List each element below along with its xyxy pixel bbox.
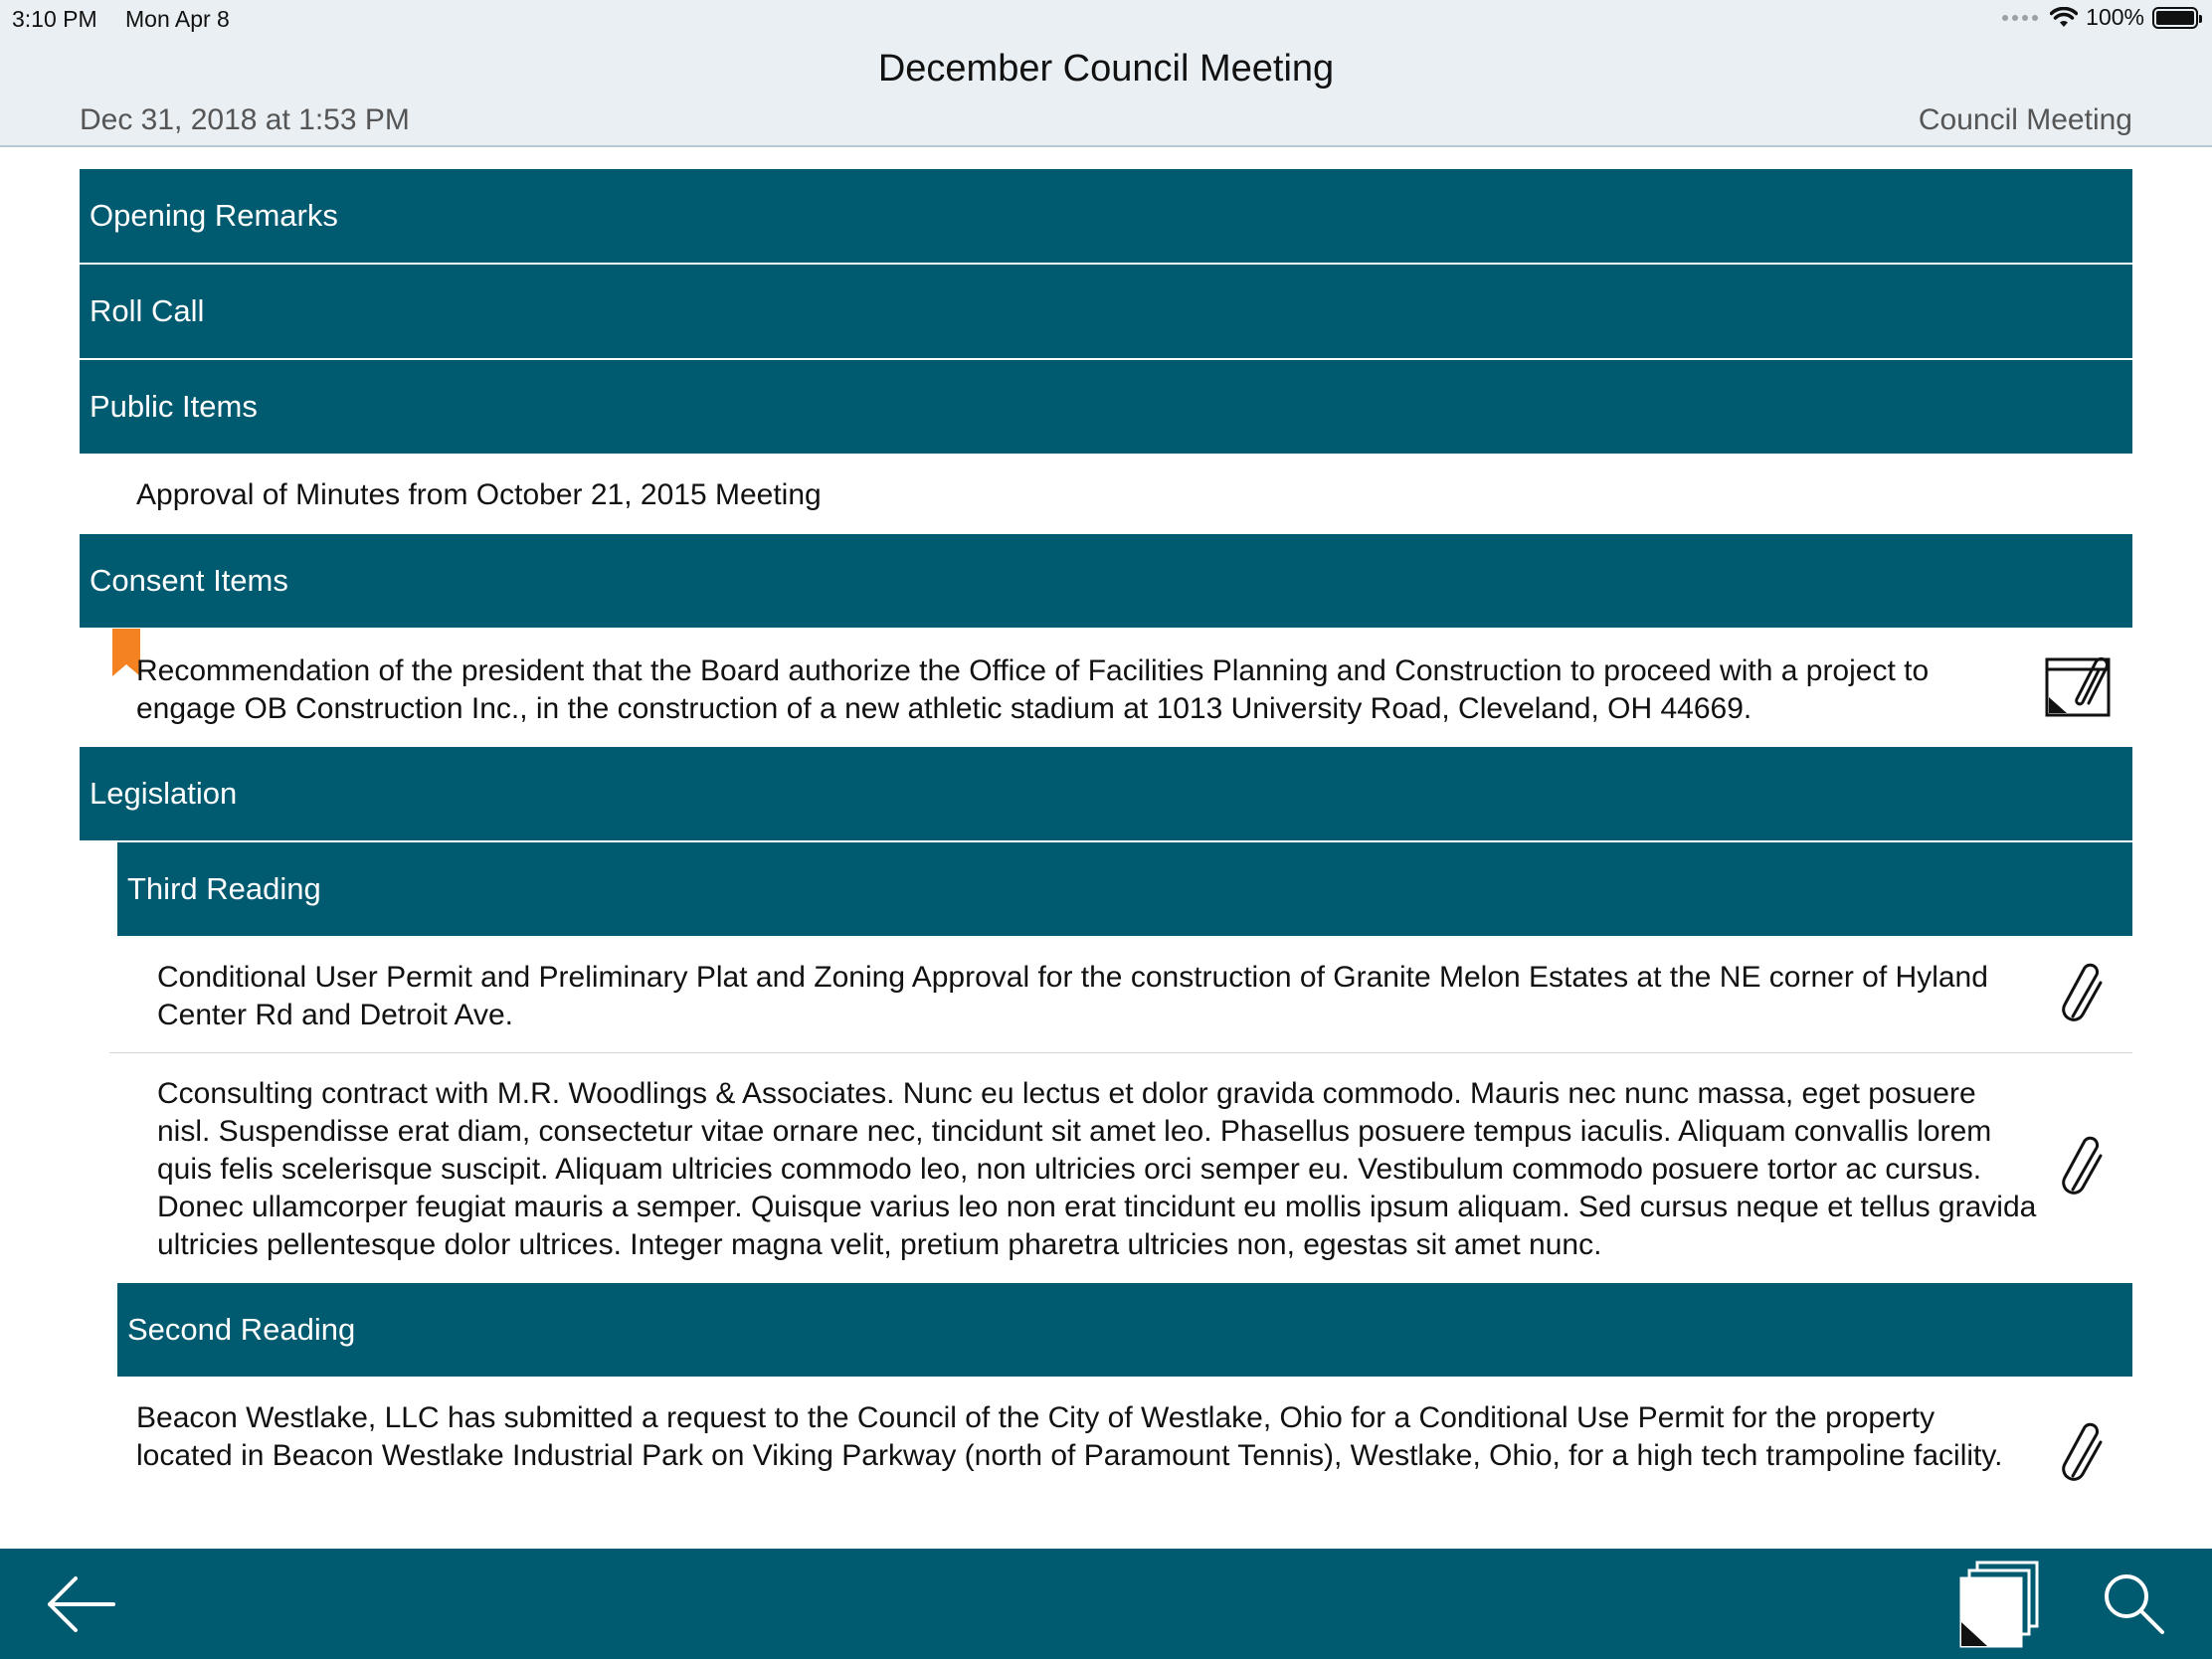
section-opening-remarks[interactable] xyxy=(80,169,2132,263)
section-label: Second Reading xyxy=(127,1312,356,1347)
search-icon[interactable] xyxy=(2101,1570,2166,1636)
paperclip-icon[interactable] xyxy=(2061,1422,2105,1486)
annotation-attachment-icon[interactable] xyxy=(2045,653,2115,717)
battery-icon xyxy=(2152,7,2198,29)
agenda-item-beacon-westlake[interactable]: Beacon Westlake, LLC has submitted a request to the Council of the City of Westlake, Ohio for a Conditional Use Permit for the property located in Beacon Westlake Industrial Park on Viking Parkway (north of Paramount Tennis), Westlake, Ohio, for a high tech trampoline facility. xyxy=(136,1401,2003,1472)
bottom-toolbar xyxy=(0,1549,2212,1659)
meeting-datetime: Dec 31, 2018 at 1:53 PM xyxy=(80,103,410,136)
section-label: Consent Items xyxy=(90,563,288,598)
subsection-second-reading[interactable] xyxy=(117,1283,2132,1377)
section-label: Public Items xyxy=(90,389,258,424)
back-arrow-icon[interactable] xyxy=(44,1574,119,1634)
section-label: Opening Remarks xyxy=(90,198,338,233)
section-label: Legislation xyxy=(90,776,238,811)
page-title: December Council Meeting xyxy=(877,48,1335,90)
section-label: Third Reading xyxy=(127,871,321,906)
battery-percent: 100% xyxy=(2086,4,2144,30)
header-bar xyxy=(0,0,2212,147)
section-public-items[interactable] xyxy=(80,360,2132,454)
section-consent-items[interactable] xyxy=(80,534,2132,628)
section-legislation[interactable] xyxy=(80,747,2132,840)
section-label: Roll Call xyxy=(90,293,205,328)
wifi-icon xyxy=(2050,7,2078,29)
paperclip-icon[interactable] xyxy=(2061,1136,2105,1199)
section-roll-call[interactable] xyxy=(80,265,2132,358)
agenda-item-approval-minutes[interactable]: Approval of Minutes from October 21, 2015 Meeting xyxy=(136,478,822,511)
agenda-item-stadium-recommendation[interactable]: Recommendation of the president that the Board authorize the Office of Facilities Planning and Construction to proceed with a project to engage OB Construction Inc., in the construction of a new athletic stadium at 1013 University Road, Cleveland, OH 44669. xyxy=(136,654,1930,725)
documents-stack-icon[interactable] xyxy=(1957,1559,2043,1650)
status-date: Mon Apr 8 xyxy=(125,6,230,32)
status-time: 3:10 PM xyxy=(12,6,97,32)
cellular-signal-icon xyxy=(2002,15,2038,21)
subsection-third-reading[interactable] xyxy=(117,842,2132,936)
status-indicators xyxy=(2002,4,2198,31)
paperclip-icon[interactable] xyxy=(2061,963,2105,1026)
meeting-type: Council Meeting xyxy=(1918,103,2132,136)
item-divider xyxy=(109,1052,2132,1053)
agenda-item-granite-melon-estates[interactable]: Conditional User Permit and Preliminary Plat and Zoning Approval for the construction of Granite Melon Estates at the NE corner of Hyland Center Rd and Detroit Ave. xyxy=(157,961,1988,1031)
agenda-item-consulting-contract[interactable]: Cconsulting contract with M.R. Woodlings & Associates. Nunc eu lectus et dolor gravida commodo. Mauris nec nunc massa, eget posuere nisl. Suspendisse erat diam, consectetur vitae ornare nec, tincidunt sit amet leo. Phasellus posuere tempus iaculis. Aliquam convallis lorem quis felis scelerisque suscipit. Aliquam ultricies commodo leo, non ultricies orci semper eu. Vestibulum commodo posuere tortor ac cursus. Donec ullamcorper feugiat mauris a semper. Quisque varius leo non erat tincidunt eu mollis ipsum aliquam. Sed cursus neque et tellus gravida ultricies pellentesque dolor ultrices. Integer magna velit, pretium pharetra ultricies non, egestas sit amet nunc. xyxy=(157,1077,2037,1261)
